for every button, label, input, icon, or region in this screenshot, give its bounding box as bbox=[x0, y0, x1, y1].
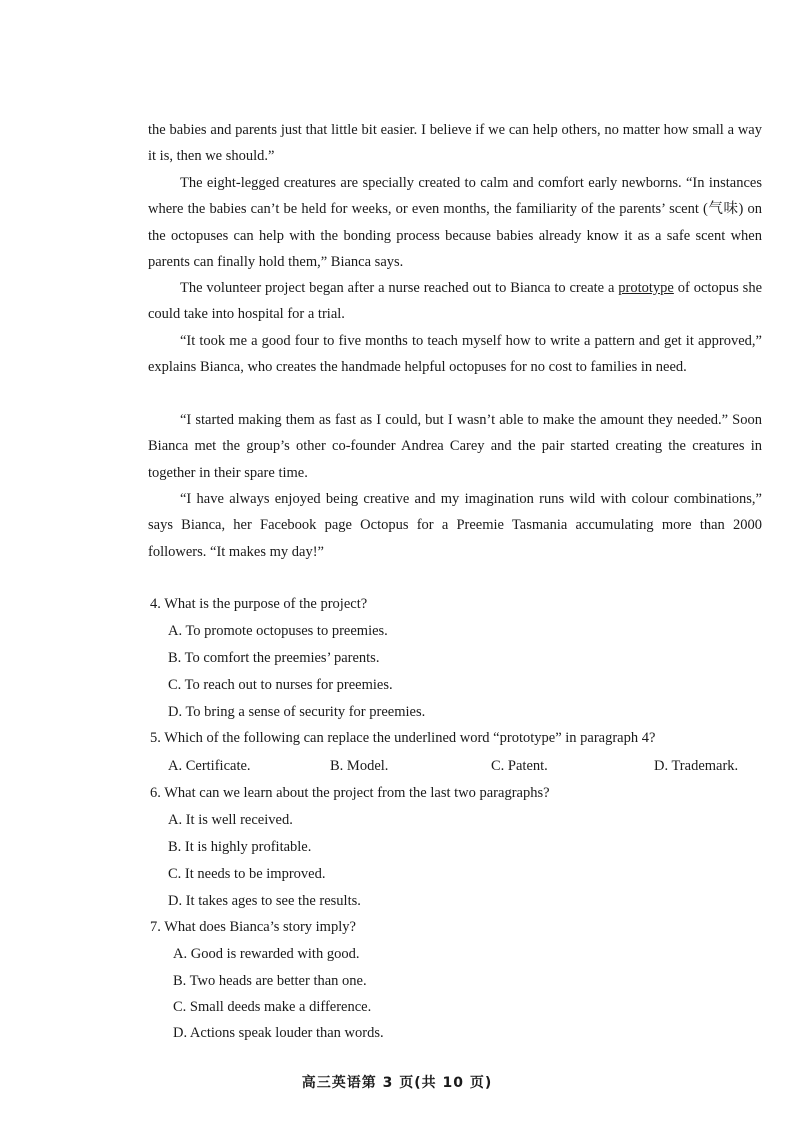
question-5-option-b[interactable]: B. Model. bbox=[330, 758, 389, 774]
question-4-option-b[interactable]: B. To comfort the preemies’ parents. bbox=[168, 650, 380, 666]
question-7-option-a[interactable]: A. Good is rewarded with good. bbox=[173, 946, 360, 962]
question-5-option-d[interactable]: D. Trademark. bbox=[654, 758, 739, 774]
question-7-option-b[interactable]: B. Two heads are better than one. bbox=[173, 973, 367, 989]
question-6-stem: 6. What can we learn about the project from the last two paragraphs? bbox=[150, 785, 550, 801]
passage-paragraph-0: the babies and parents just that little bit easier. I believe if we can help others, no matter how small a way it is, then we should.” bbox=[148, 122, 762, 165]
question-5-option-c[interactable]: C. Patent. bbox=[491, 758, 548, 774]
question-4-option-c[interactable]: C. To reach out to nurses for preemies. bbox=[168, 677, 393, 693]
question-4-option-a[interactable]: A. To promote octopuses to preemies. bbox=[168, 623, 388, 639]
question-6-option-c[interactable]: C. It needs to be improved. bbox=[168, 866, 326, 882]
passage-paragraph-1: The eight-legged creatures are specially created to calm and comfort early newborns. “In instances where the babies can’t be held for weeks, or even months, the familiarity of the parents’ scent (气味) on the octopuses can help with the bonding process because babies already know it as a safe scent when parents can finally hold them,” Bianca says. bbox=[148, 175, 762, 270]
underlined-word-prototype: prototype bbox=[618, 280, 674, 296]
passage-paragraph-4: “I started making them as fast as I could, but I wasn’t able to make the amount they needed.” Soon Bianca met the group’s other co-founder Andrea Carey and the pair started creating the creatures in together in their spare time. bbox=[148, 412, 762, 481]
question-6-option-b[interactable]: B. It is highly profitable. bbox=[168, 839, 312, 855]
question-5-stem: 5. Which of the following can replace the underlined word “prototype” in paragraph 4? bbox=[150, 730, 656, 746]
passage-paragraph-5: “I have always enjoyed being creative and my imagination runs wild with colour combinations,” says Bianca, her Facebook page Octopus for a Preemie Tasmania accumulating more than 2000 followers. “It makes my day!” bbox=[148, 491, 762, 560]
question-7-stem: 7. What does Bianca’s story imply? bbox=[150, 919, 356, 935]
question-7-option-d[interactable]: D. Actions speak louder than words. bbox=[173, 1025, 384, 1041]
question-6-option-d[interactable]: D. It takes ages to see the results. bbox=[168, 893, 361, 909]
question-7-option-c[interactable]: C. Small deeds make a difference. bbox=[173, 999, 372, 1015]
question-6-option-a[interactable]: A. It is well received. bbox=[168, 812, 293, 828]
page-footer: 高三英语第 3 页(共 10 页) bbox=[301, 1075, 493, 1091]
passage-paragraph-2: The volunteer project began after a nurse reached out to Bianca to create a prototype of octopus she could take into hospital for a trial. bbox=[148, 280, 762, 323]
question-5-option-a[interactable]: A. Certificate. bbox=[168, 758, 251, 774]
question-4-option-d[interactable]: D. To bring a sense of security for preemies. bbox=[168, 704, 426, 720]
passage-paragraph-3: “It took me a good four to five months to teach myself how to write a pattern and get it approved,” explains Bianca, who creates the handmade helpful octopuses for no cost to families in need. bbox=[148, 333, 762, 376]
question-4-stem: 4. What is the purpose of the project? bbox=[150, 596, 368, 612]
